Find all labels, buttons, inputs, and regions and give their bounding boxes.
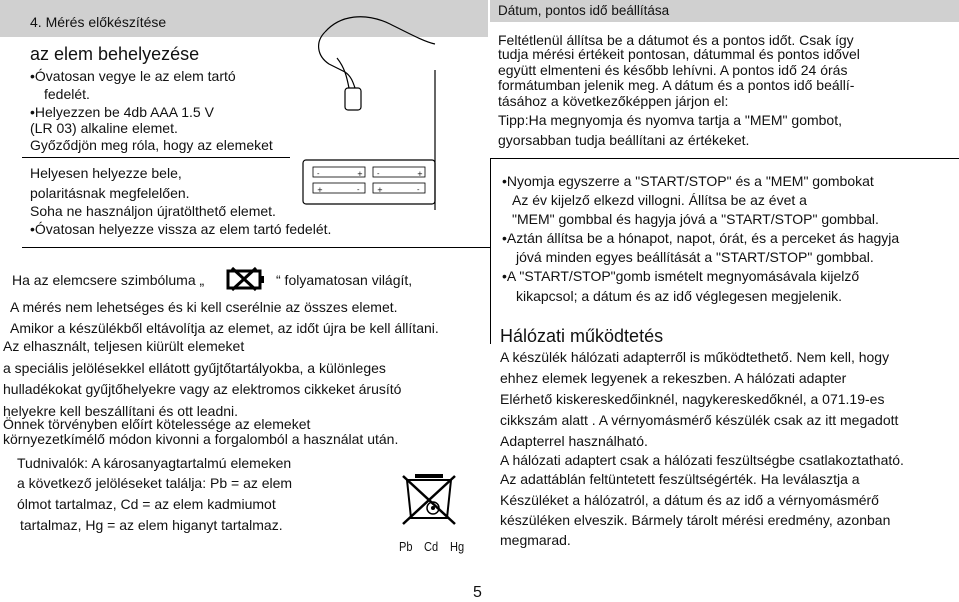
network-line: cikkszám alatt . A vérnyomásmérő készülék csak az itt megadott [500,412,899,428]
svg-text:-: - [317,170,320,178]
svg-text:+: + [417,170,423,178]
network-line: ehhez elemek legyenek a rekeszben. A hálózati adapter [500,370,847,386]
svg-text:-: - [357,186,360,194]
instruction-line: •Helyezzen be 4db AAA 1.5 V [30,104,214,120]
warning-line: A mérés nem lehetséges és ki kell cserélnie az összes elemet. [10,299,398,315]
svg-text:+: + [357,170,363,178]
network-line: megmarad. [500,532,571,548]
step-line: "MEM" gombbal és hagyja jóvá a "START/STOP" gombbal. [512,211,879,227]
info-line: tartalmaz, Hg = az elem higanyt tartalmaz. [20,517,283,533]
svg-text:-: - [377,170,380,178]
bin-label-cd: Cd [424,539,439,554]
intro-line: Feltétlenül állítsa be a dátumot és a pontos időt. Csak így [498,32,854,48]
tip-line: gyorsabban tudja beállítani az értékeket. [498,132,750,148]
svg-text:+: + [377,186,383,194]
network-line: Az adattáblán feltüntetett feszültségérték. Ha leválasztja a [500,471,860,487]
warning-line: Amikor a készülékből eltávolítja az elemet, az időt újra be kell állítani. [10,320,439,336]
battery-compartment-illustration [285,10,440,225]
step-line: •Aztán állítsa be a hónapot, napot, órát, és a perceket ás hagyja [502,230,900,246]
instruction-line: •Óvatosan helyezze vissza az elem tartó fedelét. [30,221,332,237]
install-title: az elem behelyezése [30,44,200,64]
network-line: Készüléket a hálózatról, a dátum és az idő a vérnyomásmérő [500,492,879,508]
section-title: 4. Mérés előkészítése [30,14,167,30]
intro-line: együtt elmenteni és később lehívni. A pontos idő 24 órás [498,62,848,78]
info-line: ólmot tartalmaz, Cd = az elem kadmiumot [17,496,276,512]
svg-text:+: + [317,186,323,194]
step-line: jóvá minden egyes beállítását a "START/STOP" gombbal. [516,249,874,265]
date-title-band [490,0,959,22]
bin-label-pb: Pb [399,539,413,554]
divider [22,247,490,248]
warning-line: környezetkímélő módon kivonni a forgalomból a használat után. [3,431,399,447]
step-line: •A "START/STOP"gomb ismételt megnyomásávala kijelző [502,268,860,284]
tip-line: Tipp:Ha megnyomja és nyomva tartja a "MEM" gombot, [498,112,842,128]
column-divider [490,158,491,344]
warning-line: Az elhasznált, teljesen kiürült elemeket [3,338,245,354]
network-title: Hálózati működtetés [500,326,664,346]
intro-line: tudja mérési értékeit pontosan, dátummal és pontos idővel [498,46,860,62]
network-line: Adapterrel használható. [500,433,648,449]
date-title: Dátum, pontos idő beállítása [498,3,670,18]
warning-line: helyekre kell beszállítani és ott leadni. [3,403,239,419]
step-line: •Nyomja egyszerre a "START/STOP" és a "MEM" gombokat [502,173,874,189]
instruction-line: Győződjön meg róla, hogy az elemeket [30,137,273,153]
network-line: készüléken elveszik. Bármely tárolt mérési eredmény, azonban [500,512,891,528]
network-line: A hálózati adaptert csak a hálózati feszültségbe csatlakoztatható. [500,452,904,468]
network-line: A készülék hálózati adapterről is működtethető. Nem kell, hogy [500,349,890,365]
network-line: Elérhető kiskereskedőinknél, nagykereskedőknél, a 071.19-es [500,391,885,407]
intro-line: tásához a következőképpen járjon el: [498,93,729,109]
bin-label-hg: Hg [450,539,465,554]
low-battery-icon [226,266,270,292]
instruction-line: Soha ne használjon újratölthető elemet. [30,203,276,219]
page-number: 5 [473,584,482,601]
intro-line: formátumban jelenik meg. A dátum és a pontos idő beállí- [498,77,855,93]
instruction-line: Helyesen helyezze bele, [30,165,182,181]
instruction-line: •Óvatosan vegye le az elem tartó [30,68,236,84]
warning-line: hulladékokat gyűjtőhelyekre vagy az elektromos cikkeket árusító [3,381,402,397]
warning-line: a speciális jelölésekkel ellátott gyűjtőtartályokba, a különleges [3,360,386,376]
info-line: a következő jelöléseket találja: Pb = az elem [17,475,293,491]
info-line: Tudnivalók: A károsanyagtartalmú elemeken [17,455,292,471]
instruction-line: polaritásnak megfelelően. [30,185,190,201]
instruction-line: (LR 03) alkaline elemet. [30,120,178,136]
divider [490,158,959,159]
instruction-line: fedelét. [44,86,90,102]
battery-symbol-text-before: Ha az elemcsere szimbóluma „ [12,272,205,288]
warning-line: Önnek törvényben előírt kötelessége az elemeket [3,416,311,432]
step-line: Az év kijelző elkezd villogni. Állítsa be az évet a [512,192,807,208]
svg-text:-: - [417,186,420,194]
divider [22,157,290,158]
crossed-bin-icon [393,468,475,544]
step-line: kikapcsol; a dátum és az idő véglegesen megjelenik. [516,288,843,304]
battery-symbol-text-after: “ folyamatosan világít, [276,272,413,288]
